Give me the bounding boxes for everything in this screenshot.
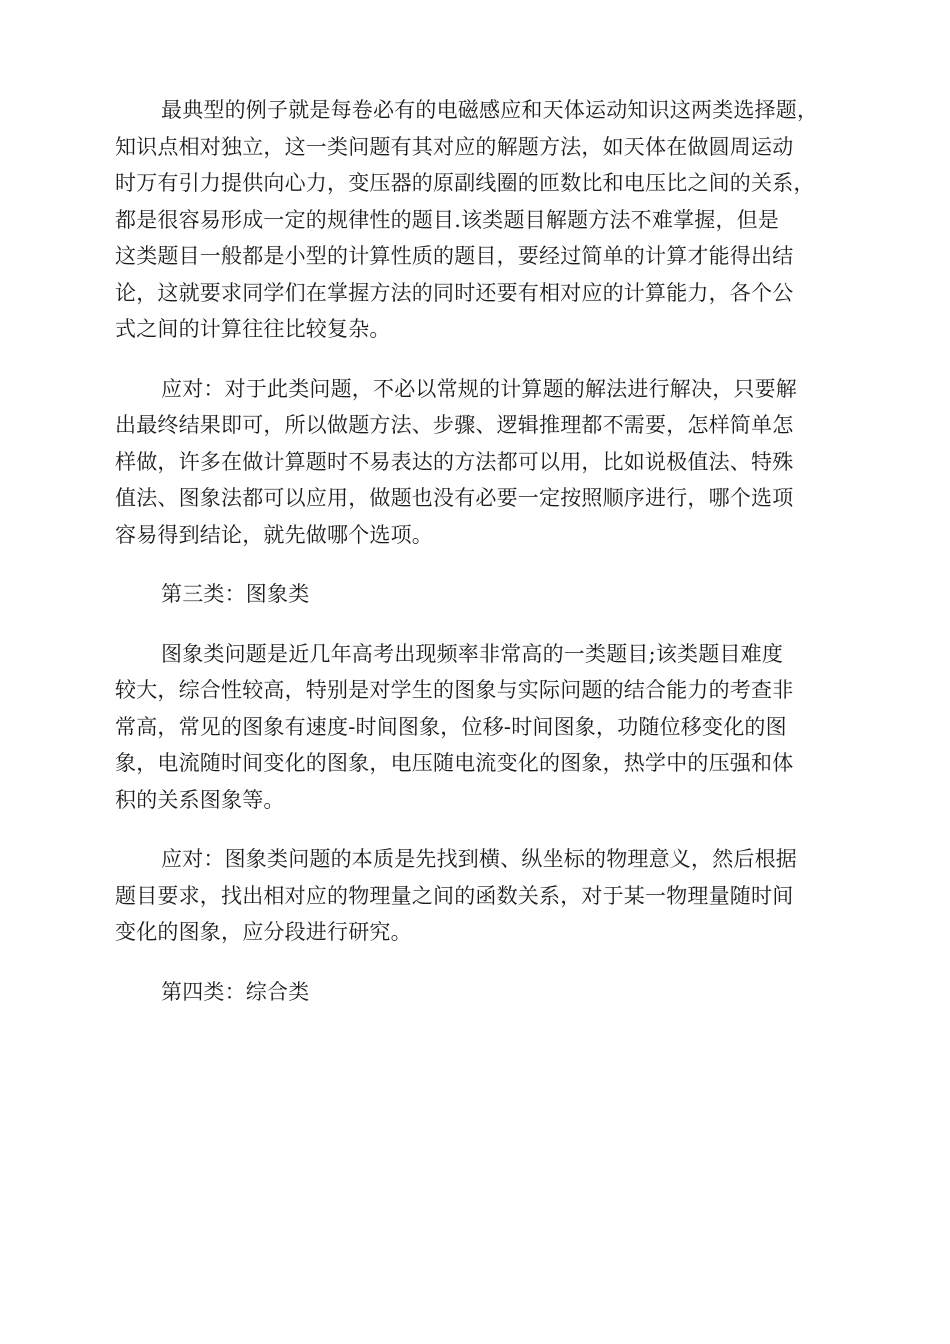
paragraph-strategy-1 xyxy=(115,371,840,554)
text-line: 样做，许多在做计算题时不易表达的方法都可以用，比如说极值法、特殊 xyxy=(115,449,794,474)
section-heading-graph xyxy=(115,576,840,613)
text-line: 时万有引力提供向心力，变压器的原副线圈的匝数比和电压比之间的关系， xyxy=(115,171,815,195)
text-line: 应对：对于此类问题，不必以常规的计算题的解法进行解决，只要解 xyxy=(161,376,797,401)
text-line: 应对：图象类问题的本质是先找到横、纵坐标的物理意义，然后根据 xyxy=(161,847,797,871)
section-heading: 第三类：图象类 xyxy=(161,582,310,606)
paragraph-electromagnetic-celestial xyxy=(115,92,840,348)
text-line: 容易得到结论，就先做哪个选项。 xyxy=(115,522,433,547)
paragraph-graph-problems xyxy=(115,636,840,819)
text-line: 式之间的计算往往比较复杂。 xyxy=(115,317,391,341)
text-line: 象，电流随时间变化的图象，电压随电流变化的图象，热学中的压强和体 xyxy=(115,751,794,775)
section-heading-comprehensive xyxy=(115,974,840,1011)
text-line: 常高，常见的图象有速度-时间图象，位移-时间图象，功随位移变化的图 xyxy=(115,714,787,739)
text-line: 积的关系图象等。 xyxy=(115,787,285,812)
text-line: 值法、图象法都可以应用，做题也没有必要一定按照顺序进行，哪个选项 xyxy=(115,486,794,510)
text-line: 题目要求，找出相对应的物理量之间的函数关系，对于某一物理量随时间 xyxy=(115,883,794,908)
text-line: 变化的图象，应分段进行研究。 xyxy=(115,920,412,944)
text-line: 这类题目一般都是小型的计算性质的题目，要经过简单的计算才能得出结 xyxy=(115,244,794,268)
text-line: 较大，综合性较高，特别是对学生的图象与实际问题的结合能力的考查非 xyxy=(115,678,794,702)
text-line: 最典型的例子就是每卷必有的电磁感应和天体运动知识这两类选择题， xyxy=(161,98,819,122)
document-page xyxy=(115,92,840,1033)
section-heading: 第四类：综合类 xyxy=(161,979,310,1004)
text-line: 图象类问题是近几年高考出现频率非常高的一类题目;该类题目难度 xyxy=(161,641,784,666)
text-line: 出最终结果即可，所以做题方法、步骤、逻辑推理都不需要，怎样简单怎 xyxy=(115,413,794,437)
paragraph-strategy-2 xyxy=(115,841,840,951)
text-line: 都是很容易形成一定的规律性的题目.该类题目解题方法不难掌握，但是 xyxy=(115,207,780,232)
text-line: 知识点相对独立，这一类问题有其对应的解题方法，如天体在做圆周运动 xyxy=(115,134,794,159)
text-line: 论，这就要求同学们在掌握方法的同时还要有相对应的计算能力，各个公 xyxy=(115,280,794,305)
